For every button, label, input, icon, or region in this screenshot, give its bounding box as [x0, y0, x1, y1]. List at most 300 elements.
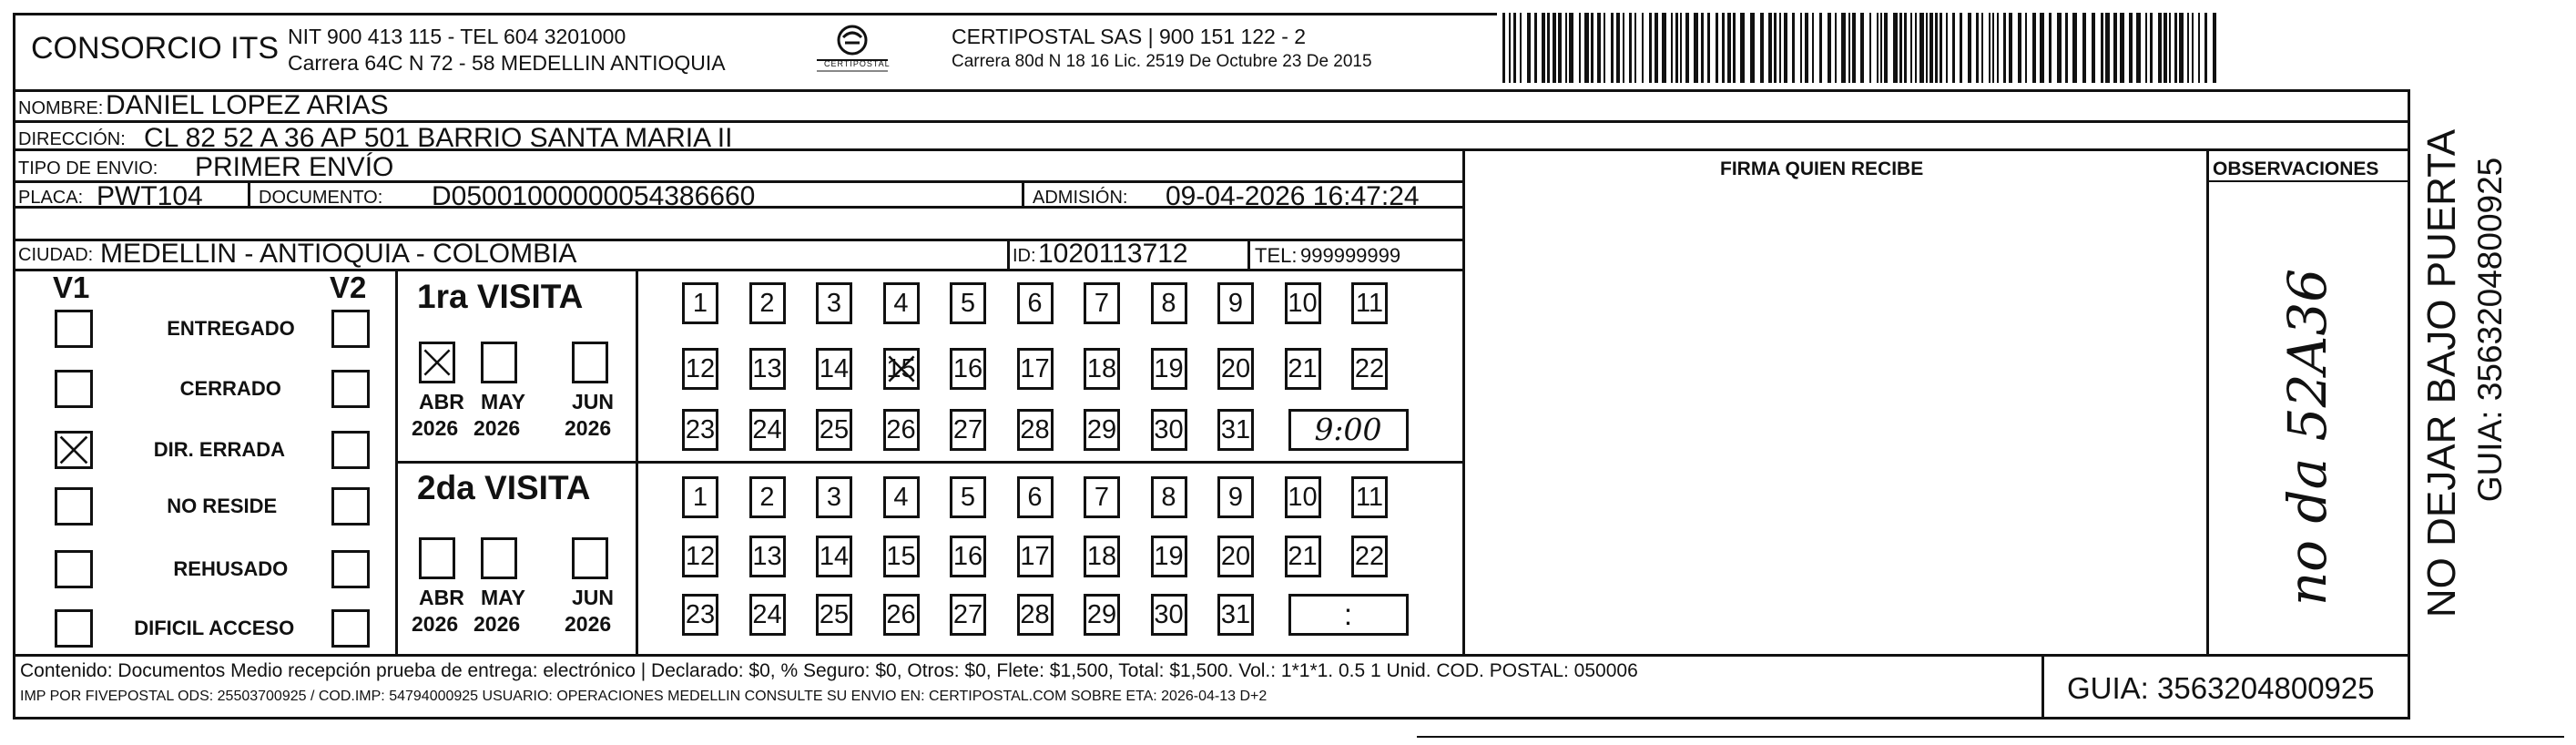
day-box[interactable]: [1285, 476, 1321, 518]
barcode-bar: [2120, 13, 2124, 83]
day-number: 29: [1086, 415, 1117, 444]
month-label: MAY: [481, 390, 525, 413]
barcode-bar: [1952, 13, 1955, 83]
status-v1-checkbox[interactable]: [55, 310, 93, 348]
day-number: 29: [1086, 600, 1117, 629]
barcode-bar: [2198, 13, 2200, 83]
barcode-bar: [1685, 13, 1689, 83]
barcode-bar: [2003, 13, 2006, 83]
v2-label: V2: [330, 270, 367, 304]
day-box[interactable]: [1017, 536, 1054, 577]
day-box[interactable]: [1351, 282, 1388, 324]
barcode-bar: [1642, 13, 1644, 83]
barcode-bar: [1509, 13, 1511, 83]
side-guia: GUIA: 3563204800925: [2471, 157, 2509, 503]
day-box[interactable]: [1217, 536, 1254, 577]
barcode-bar: [1841, 13, 1846, 83]
day-number: 11: [1355, 483, 1384, 512]
day-box[interactable]: [1217, 282, 1254, 324]
day-number: 28: [1020, 415, 1050, 444]
day-box[interactable]: [682, 348, 718, 390]
footer-imp: IMP POR FIVEPOSTAL ODS: 25503700925 / COD.IMP: 54794000925 USUARIO: OPERACIONES MEDELLIN CONSULTE SU ENVIO EN: CERTIPOSTAL.COM SOBRE ETA: 2026-04-13 D+2: [20, 689, 1268, 704]
month-label: ABR: [419, 586, 464, 609]
barcode-bar: [2057, 13, 2062, 83]
barcode-bar: [2072, 13, 2077, 83]
company-address: Carrera 64C N 72 - 58 MEDELLIN ANTIOQUIA: [288, 51, 726, 75]
day-box[interactable]: [950, 536, 986, 577]
day-number: 14: [819, 354, 850, 383]
firma-header: FIRMA QUIEN RECIBE: [1720, 158, 1924, 179]
day-box[interactable]: [1151, 348, 1187, 390]
day-number: 31: [1220, 600, 1251, 629]
day-box[interactable]: [1217, 409, 1254, 451]
month-checkbox[interactable]: [481, 537, 517, 579]
status-label: CERRADO: [179, 377, 281, 400]
day-box[interactable]: [682, 409, 718, 451]
company-name: CONSORCIO ITS: [31, 31, 280, 66]
day-box[interactable]: [883, 476, 920, 518]
side-no-dejar: NO DEJAR BAJO PUERTA: [2419, 128, 2464, 618]
day-box[interactable]: [749, 409, 786, 451]
day-box[interactable]: [1084, 409, 1120, 451]
barcode-bar: [1960, 13, 1962, 83]
day-number: 6: [1027, 483, 1043, 512]
day-box[interactable]: [1151, 594, 1187, 636]
day-box[interactable]: [1285, 348, 1321, 390]
barcode-bar: [1604, 13, 1605, 83]
day-box[interactable]: [1017, 476, 1054, 518]
day-number: 28: [1020, 600, 1050, 629]
barcode-bar: [1819, 13, 1822, 83]
nombre-value: DANIEL LOPEZ ARIAS: [106, 90, 389, 120]
barcode-bar: [1579, 13, 1581, 83]
day-box[interactable]: [1285, 536, 1321, 577]
month-label: MAY: [481, 586, 525, 609]
barcode-bar: [2032, 13, 2036, 83]
day-number: 22: [1354, 542, 1385, 571]
day-number: 18: [1086, 354, 1117, 383]
day-box[interactable]: [816, 282, 852, 324]
tel-value: 999999999: [1300, 244, 1401, 267]
barcode-bar: [1760, 13, 1764, 83]
barcode-bar: [1877, 13, 1879, 83]
barcode-bar: [1565, 13, 1567, 83]
day-box[interactable]: [1351, 476, 1388, 518]
barcode-bar: [1680, 13, 1682, 83]
barcode-bar: [1946, 13, 1948, 83]
month-checkbox[interactable]: [572, 537, 608, 579]
day-box[interactable]: [1084, 348, 1120, 390]
barcode-bar: [2018, 13, 2021, 83]
day-number: 2: [759, 289, 775, 318]
barcode-bar: [1502, 13, 1505, 83]
month-label: JUN: [572, 390, 615, 413]
barcode-bar: [1527, 13, 1531, 83]
day-number: 1: [692, 483, 708, 512]
barcode-bar: [1784, 13, 1787, 83]
status-v2-checkbox[interactable]: [331, 310, 370, 348]
day-number: 1: [692, 289, 708, 318]
barcode-bar: [1919, 13, 1924, 83]
logo-text: CERTIPOSTAL: [824, 59, 891, 68]
month-label: ABR: [419, 390, 464, 413]
documento-value: D05001000000054386660: [432, 181, 756, 211]
barcode-bar: [1649, 13, 1652, 83]
day-number: 20: [1220, 354, 1251, 383]
day-box[interactable]: [682, 282, 718, 324]
barcode-bar: [2169, 13, 2171, 83]
day-box[interactable]: [749, 536, 786, 577]
time-box[interactable]: :: [1288, 594, 1409, 636]
day-number: 9: [1227, 289, 1244, 318]
barcode-bar: [2145, 13, 2147, 83]
barcode-bar: [1701, 13, 1704, 83]
day-box[interactable]: [749, 282, 786, 324]
barcode-bar: [2129, 13, 2133, 83]
day-number: 22: [1354, 354, 1385, 383]
direccion-label: DIRECCIÓN:: [18, 129, 126, 149]
barcode-bar: [1584, 13, 1589, 83]
status-v2-checkbox[interactable]: [331, 609, 370, 648]
placa-label: PLACA:: [18, 188, 84, 208]
status-v2-checkbox[interactable]: [331, 487, 370, 526]
day-number: 11: [1355, 289, 1384, 318]
barcode-bar: [1611, 13, 1614, 83]
day-box[interactable]: [816, 536, 852, 577]
barcode-bar: [1569, 13, 1573, 83]
day-number: 19: [1154, 354, 1184, 383]
month-checkbox[interactable]: [419, 342, 455, 383]
barcode-bar: [1722, 13, 1725, 83]
barcode-bar: [1662, 13, 1666, 83]
barcode-bar: [1779, 13, 1781, 83]
day-box[interactable]: [1285, 282, 1321, 324]
footer-guia-box: GUIA: 3563204800925: [2067, 671, 2375, 705]
day-number: 3: [826, 289, 842, 318]
barcode-bar: [1629, 13, 1632, 83]
status-v1-checkbox[interactable]: [55, 431, 93, 469]
barcode-bar: [1899, 13, 1902, 83]
day-number: 15: [886, 542, 916, 571]
barcode-bar: [1989, 13, 1991, 83]
day-number: 25: [819, 600, 850, 629]
tipo-envio-value: PRIMER ENVÍO: [195, 152, 394, 182]
barcode-bar: [1534, 13, 1537, 83]
day-number: 20: [1220, 542, 1251, 571]
admision-label: ADMISIÓN:: [1033, 188, 1128, 208]
time-box[interactable]: 9:00: [1288, 409, 1409, 451]
nombre-label: NOMBRE:: [18, 98, 104, 118]
day-number: 16: [952, 542, 983, 571]
v1-label: V1: [53, 270, 90, 304]
day-box[interactable]: [1151, 409, 1187, 451]
day-number: 16: [952, 354, 983, 383]
day-number: 21: [1288, 542, 1318, 571]
barcode-bar: [2065, 13, 2068, 83]
barcode-bar: [1893, 13, 1898, 83]
id-label: ID:: [1013, 246, 1036, 266]
barcode-bar: [1707, 13, 1710, 83]
barcode-bar: [1655, 13, 1658, 83]
day-box[interactable]: [1084, 282, 1120, 324]
month-year: 2026: [473, 416, 521, 440]
barcode-bar: [1727, 13, 1731, 83]
barcode-bar: [1553, 13, 1556, 83]
day-box[interactable]: [1217, 348, 1254, 390]
barcode-bar: [1623, 13, 1624, 83]
day-number: 13: [752, 354, 782, 383]
ciudad-value: MEDELLIN - ANTIOQUIA - COLOMBIA: [100, 239, 577, 269]
day-box[interactable]: [682, 536, 718, 577]
id-value: 1020113712: [1038, 239, 1188, 269]
day-box[interactable]: [1151, 282, 1187, 324]
barcode-bar: [1997, 13, 1999, 83]
day-number: 23: [685, 600, 716, 629]
day-number: 12: [685, 542, 716, 571]
day-number: 9: [1227, 483, 1244, 512]
status-v1-checkbox[interactable]: [55, 550, 93, 588]
day-box[interactable]: [950, 594, 986, 636]
tel-label: TEL:: [1255, 244, 1298, 267]
day-number: 27: [952, 600, 983, 629]
day-box[interactable]: [1017, 409, 1054, 451]
barcode-bar: [1992, 13, 1994, 83]
day-number: 14: [819, 542, 850, 571]
barcode-bar: [1768, 13, 1772, 83]
barcode-bar: [1915, 13, 1917, 83]
barcode-bar: [1910, 13, 1912, 83]
direccion-value: CL 82 52 A 36 AP 501 BARRIO SANTA MARIA II: [144, 123, 733, 153]
day-number: 24: [752, 600, 782, 629]
barcode-bar: [2204, 13, 2207, 83]
tipo-envio-label: TIPO DE ENVIO:: [18, 158, 158, 179]
day-box[interactable]: [749, 594, 786, 636]
barcode-bar: [1733, 13, 1736, 83]
day-number: 3: [826, 483, 842, 512]
day-box[interactable]: [1017, 594, 1054, 636]
day-box[interactable]: [1351, 536, 1388, 577]
status-v1-checkbox[interactable]: [55, 487, 93, 526]
barcode-bar: [2136, 13, 2141, 83]
visit1-title: 1ra VISITA: [417, 278, 584, 315]
day-box[interactable]: [950, 348, 986, 390]
day-number: 30: [1154, 415, 1184, 444]
day-box[interactable]: [816, 348, 852, 390]
status-label: NO RESIDE: [167, 495, 278, 517]
day-number: 31: [1220, 415, 1251, 444]
month-year: 2026: [565, 416, 612, 440]
status-v2-checkbox[interactable]: [331, 550, 370, 588]
barcode-bar: [1835, 13, 1837, 83]
observaciones-handwritten: no da 52A36: [2276, 268, 2338, 607]
barcode-bar: [1558, 13, 1562, 83]
day-number: 8: [1161, 483, 1176, 512]
day-box[interactable]: [1351, 348, 1388, 390]
barcode-bar: [2164, 13, 2167, 83]
barcode-bar: [2113, 13, 2117, 83]
carrier-address: Carrera 80d N 18 16 Lic. 2519 De Octubre 23 De 2015: [952, 52, 1372, 71]
day-number: 18: [1086, 542, 1117, 571]
barcode-bar: [1848, 13, 1850, 83]
day-box[interactable]: [950, 282, 986, 324]
barcode-bar: [1547, 13, 1550, 83]
status-label: DIFICIL ACCESO: [134, 617, 295, 639]
day-number: 7: [1094, 483, 1110, 512]
barcode-bar: [1750, 13, 1755, 83]
day-box[interactable]: [682, 594, 718, 636]
ciudad-label: CIUDAD:: [18, 245, 94, 265]
day-number: 4: [893, 289, 909, 318]
day-number: 21: [1288, 354, 1318, 383]
barcode-bar: [1800, 13, 1802, 83]
day-box[interactable]: [1084, 536, 1120, 577]
barcode-bar: [1513, 13, 1516, 83]
carrier-name: CERTIPOSTAL SAS | 900 151 122 - 2: [952, 25, 1307, 48]
day-number: 8: [1161, 289, 1176, 318]
day-box[interactable]: [883, 282, 920, 324]
barcode-bar: [1597, 13, 1601, 83]
status-v1-checkbox[interactable]: [55, 370, 93, 408]
day-number: 26: [886, 600, 916, 629]
status-label: DIR. ERRADA: [153, 438, 286, 461]
barcode-bar: [2040, 13, 2044, 83]
barcode-bar: [2150, 13, 2153, 83]
day-box[interactable]: [883, 348, 920, 390]
observaciones-header: OBSERVACIONES: [2213, 158, 2379, 179]
day-number: 5: [960, 289, 976, 318]
admision-value: 09-04-2026 16:47:24: [1166, 181, 1420, 211]
day-box[interactable]: [816, 476, 852, 518]
month-year: 2026: [473, 612, 521, 636]
day-number: 27: [952, 415, 983, 444]
day-number: 2: [759, 483, 775, 512]
month-checkbox[interactable]: [572, 342, 608, 383]
barcode-bar: [1940, 13, 1942, 83]
day-number: 6: [1027, 289, 1043, 318]
day-number: 19: [1154, 542, 1184, 571]
barcode-bar: [1792, 13, 1795, 83]
barcode-bar: [2101, 13, 2103, 83]
placa-value: PWT104: [97, 181, 203, 211]
day-box[interactable]: [1017, 348, 1054, 390]
barcode-bar: [2025, 13, 2027, 83]
barcode-bar: [1981, 13, 1983, 83]
barcode-bar: [1852, 13, 1856, 83]
barcode-bar: [1968, 13, 1971, 83]
day-box[interactable]: [816, 594, 852, 636]
month-checkbox[interactable]: [481, 342, 517, 383]
visit2-title: 2da VISITA: [417, 469, 591, 506]
day-box[interactable]: [682, 476, 718, 518]
barcode-bar: [2192, 13, 2194, 83]
barcode-bar: [2092, 13, 2095, 83]
barcode-bar: [1520, 13, 1522, 83]
barcode-bar: [1634, 13, 1636, 83]
barcode-bar: [1675, 13, 1678, 83]
footer-contenido: Contenido: Documentos Medio recepción prueba de entrega: electrónico | Declarado: $0, % Seguro: $0, Otros: $0, Flete: $1,500, Total: $1,500. Vol.: 1*1*1. 0.5 1 Unid. COD. POSTAL: 050006: [20, 660, 1638, 681]
barcode-bar: [1869, 13, 1871, 83]
barcode-bar: [1805, 13, 1808, 83]
barcode-bar: [1884, 13, 1888, 83]
day-number: 13: [752, 542, 782, 571]
day-box[interactable]: [1151, 536, 1187, 577]
status-label: ENTREGADO: [167, 317, 295, 340]
barcode-bar: [1616, 13, 1620, 83]
status-label: REHUSADO: [173, 557, 289, 580]
day-number: 17: [1020, 542, 1050, 571]
barcode-bar: [2105, 13, 2110, 83]
day-box[interactable]: [883, 536, 920, 577]
day-box[interactable]: [883, 409, 920, 451]
barcode-bar: [1935, 13, 1938, 83]
barcode-bar: [1929, 13, 1933, 83]
month-label: JUN: [572, 586, 615, 609]
day-number: 7: [1094, 289, 1110, 318]
day-number: 10: [1288, 483, 1318, 512]
barcode-bar: [1812, 13, 1814, 83]
day-box[interactable]: [1017, 282, 1054, 324]
barcode-bar: [1542, 13, 1545, 83]
company-nit: NIT 900 413 115 - TEL 604 3201000: [288, 25, 626, 48]
status-v2-checkbox[interactable]: [331, 370, 370, 408]
barcode-bar: [1926, 13, 1928, 83]
day-box[interactable]: [1217, 476, 1254, 518]
day-number: 5: [960, 483, 976, 512]
barcode-bar: [1828, 13, 1831, 83]
barcode-bar: [2187, 13, 2189, 83]
barcode-bar: [2179, 13, 2184, 83]
day-box[interactable]: [1084, 594, 1120, 636]
month-checkbox[interactable]: [419, 537, 455, 579]
month-year: 2026: [412, 416, 459, 440]
day-box[interactable]: [749, 348, 786, 390]
day-box[interactable]: [749, 476, 786, 518]
barcode-bar: [1694, 13, 1698, 83]
day-number: 15: [886, 354, 916, 383]
barcode-bar: [1716, 13, 1718, 83]
barcode-bar: [2009, 13, 2012, 83]
day-number: 23: [685, 415, 716, 444]
status-v2-checkbox[interactable]: [331, 431, 370, 469]
barcode-bar: [1774, 13, 1777, 83]
day-box[interactable]: [950, 409, 986, 451]
day-number: 17: [1020, 354, 1050, 383]
day-number: 4: [893, 483, 909, 512]
day-number: 10: [1288, 289, 1318, 318]
barcode-bar: [2174, 13, 2177, 83]
barcode-bar: [1591, 13, 1593, 83]
barcode-bar: [2213, 13, 2216, 83]
barcode-bar: [1880, 13, 1882, 83]
day-box[interactable]: [950, 476, 986, 518]
barcode: [1502, 13, 2220, 83]
day-number: 25: [819, 415, 850, 444]
day-box[interactable]: [1084, 476, 1120, 518]
barcode-bar: [1671, 13, 1673, 83]
status-v1-checkbox[interactable]: [55, 609, 93, 648]
month-year: 2026: [412, 612, 459, 636]
day-number: 26: [886, 415, 916, 444]
barcode-bar: [1976, 13, 1979, 83]
day-box[interactable]: [816, 409, 852, 451]
day-number: 24: [752, 415, 782, 444]
day-box[interactable]: [883, 594, 920, 636]
barcode-bar: [2082, 13, 2086, 83]
day-box[interactable]: [1151, 476, 1187, 518]
documento-label: DOCUMENTO:: [259, 188, 383, 208]
day-box[interactable]: [1217, 594, 1254, 636]
day-number: 12: [685, 354, 716, 383]
